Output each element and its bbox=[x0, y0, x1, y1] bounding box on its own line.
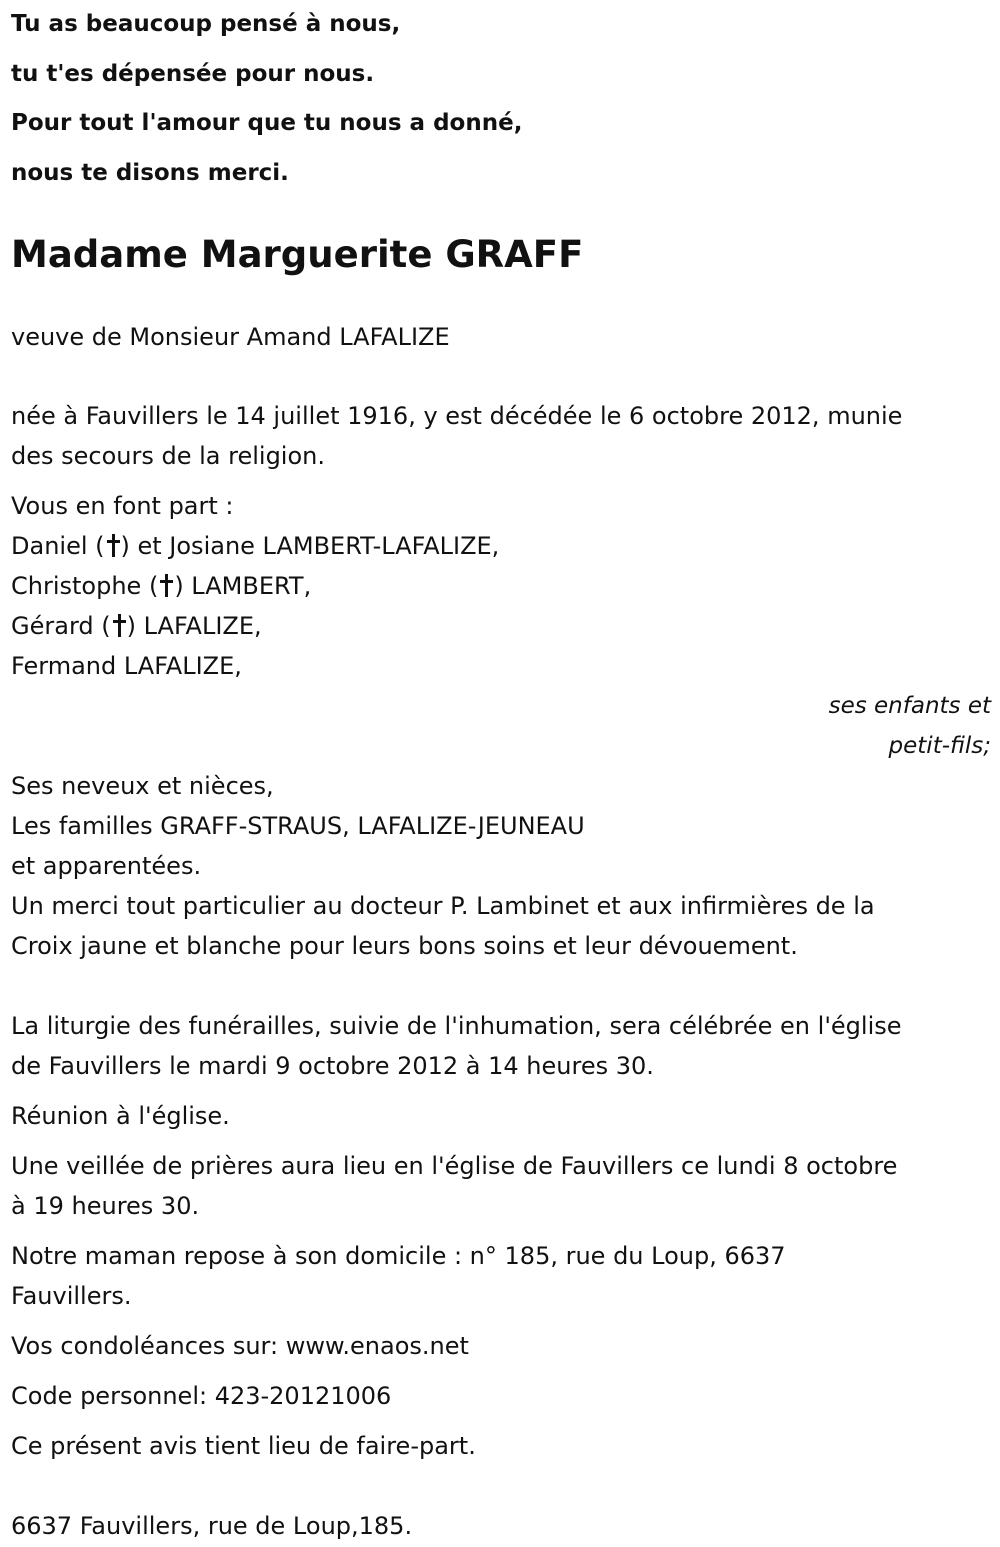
relation-line: petit-fils; bbox=[888, 733, 991, 759]
poem bbox=[11, 0, 991, 198]
personal-code: Code personnel: 423-20121006 bbox=[11, 1382, 392, 1410]
text-line: née à Fauvillers le 14 juillet 1916, y est décédée le 6 octobre 2012, munie bbox=[11, 402, 903, 430]
notice-paragraph: Ce présent avis tient lieu de faire-part. bbox=[11, 1432, 476, 1460]
poem-line: nous te disons merci. bbox=[11, 159, 289, 186]
text-line: Un merci tout particulier au docteur P. Lambinet et aux infirmières de la bbox=[11, 892, 875, 920]
obituary-notice bbox=[11, 0, 991, 1546]
text-line: Notre maman repose à son domicile : n° 185, rue du Loup, 6637 bbox=[11, 1242, 786, 1270]
announcers-intro: Vous en font part : bbox=[11, 492, 234, 520]
text-line: Les familles GRAFF-STRAUS, LAFALIZE-JEUNEAU bbox=[11, 812, 585, 840]
family-member-text: Christophe ( bbox=[11, 572, 159, 600]
family-member bbox=[11, 606, 991, 646]
family-member-text: Daniel ( bbox=[11, 532, 105, 560]
poem-line: tu t'es dépensée pour nous. bbox=[11, 60, 375, 87]
address: 6637 Fauvillers, rue de Loup,185. bbox=[11, 1512, 413, 1540]
cross-icon bbox=[112, 613, 126, 637]
cross-icon bbox=[106, 533, 120, 557]
family-member-text: ) LAFALIZE, bbox=[126, 612, 262, 640]
family-member-text: ) et Josiane LAMBERT-LAFALIZE, bbox=[120, 532, 500, 560]
poem-line: Tu as beaucoup pensé à nous, bbox=[11, 11, 401, 37]
vigil-paragraph bbox=[11, 1146, 991, 1226]
deceased-name: Madame Marguerite GRAFF bbox=[11, 233, 584, 276]
funeral-paragraph bbox=[11, 1006, 991, 1086]
rest-paragraph bbox=[11, 1236, 991, 1316]
birth-death-paragraph bbox=[11, 396, 991, 476]
meeting-paragraph: Réunion à l'église. bbox=[11, 1102, 230, 1130]
family-member-text: Gérard ( bbox=[11, 612, 111, 640]
text-line: Ses neveux et nièces, bbox=[11, 772, 274, 800]
relation-line: ses enfants et bbox=[828, 693, 991, 719]
announcers-block bbox=[11, 486, 991, 686]
other-relatives bbox=[11, 766, 991, 966]
family-member bbox=[11, 526, 991, 566]
text-line: La liturgie des funérailles, suivie de l'inhumation, sera célébrée en l'église bbox=[11, 1012, 902, 1040]
relation-label bbox=[11, 686, 991, 766]
text-line: et apparentées. bbox=[11, 852, 202, 880]
family-member bbox=[11, 566, 991, 606]
poem-line: Pour tout l'amour que tu nous a donné, bbox=[11, 110, 523, 136]
family-member-text: ) LAMBERT, bbox=[174, 572, 312, 600]
condolences-paragraph: Vos condoléances sur: www.enaos.net bbox=[11, 1332, 469, 1360]
text-line: de Fauvillers le mardi 9 octobre 2012 à 14 heures 30. bbox=[11, 1052, 654, 1080]
text-line: des secours de la religion. bbox=[11, 442, 325, 470]
text-line: Fauvillers. bbox=[11, 1282, 132, 1310]
widow-of: veuve de Monsieur Amand LAFALIZE bbox=[11, 323, 450, 351]
family-member: Fermand LAFALIZE, bbox=[11, 652, 242, 680]
text-line: Une veillée de prières aura lieu en l'église de Fauvillers ce lundi 8 octobre bbox=[11, 1152, 898, 1180]
text-line: Croix jaune et blanche pour leurs bons soins et leur dévouement. bbox=[11, 932, 798, 960]
cross-icon bbox=[159, 573, 173, 597]
text-line: à 19 heures 30. bbox=[11, 1192, 200, 1220]
